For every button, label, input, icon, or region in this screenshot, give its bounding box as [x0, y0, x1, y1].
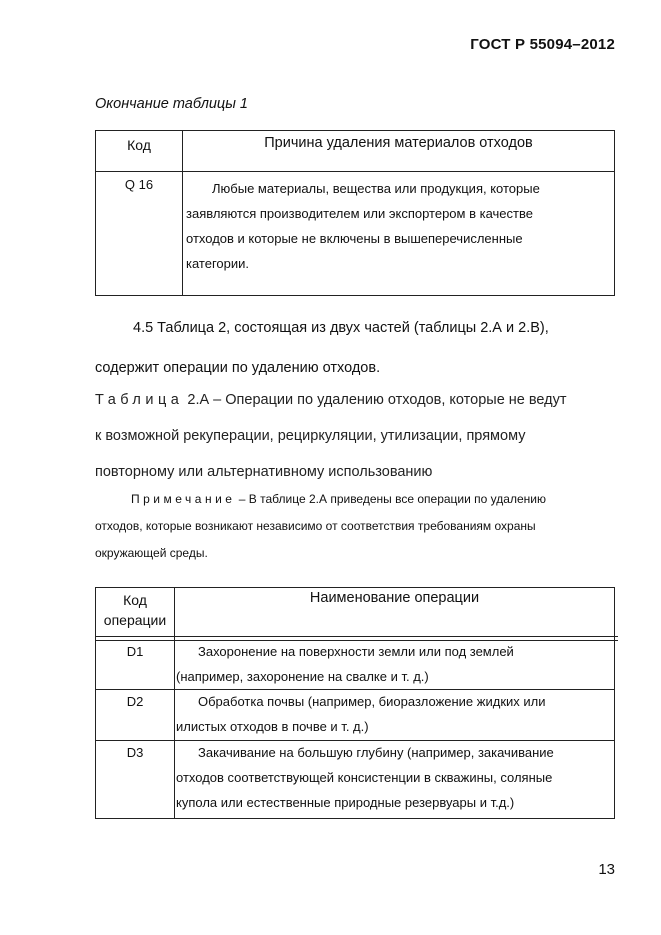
row-text: [176, 639, 608, 689]
table-1-caption: Окончание таблицы 1: [95, 96, 248, 112]
note-text: – В таблице 2.А приведены все операции по удалению: [235, 492, 546, 506]
cell-reason: [186, 176, 608, 276]
note-text: окружающей среды.: [95, 546, 208, 560]
row-text: [176, 740, 608, 815]
title-text: к возможной рекуперации, рециркуляции, утилизации, прямому: [95, 428, 526, 444]
title-text: 2.А – Операции по удалению отходов, которые не ведут: [183, 392, 567, 408]
table-2a-title: [95, 382, 613, 490]
section-4-5: [95, 312, 613, 384]
cell-line: отходов и которые не включены в вышеперечисленные: [186, 231, 523, 246]
page-number: 13: [598, 861, 615, 878]
cell-line: категории.: [186, 256, 250, 271]
row-line: Обработка почвы (например, биоразложение жидких или: [198, 694, 546, 709]
header-divider: [96, 171, 614, 172]
column-divider: [174, 588, 175, 818]
header-line: операции: [103, 612, 167, 628]
title-text: повторному или альтернативному использованию: [95, 464, 433, 480]
column-header-code: Код: [127, 137, 151, 153]
cell-line: Любые материалы, вещества или продукция, которые: [212, 181, 540, 196]
column-header-name: Наименование операции: [309, 590, 480, 606]
section-line: 4.5 Таблица 2, состоящая из двух частей (таблицы 2.А и 2.В),: [133, 320, 549, 336]
column-header-reason: Причина удаления материалов отходов: [264, 135, 533, 151]
header-line: Код: [123, 592, 147, 608]
row-text: [176, 689, 608, 739]
row-line: отходов соответствующей консистенции в скважины, соляные: [176, 770, 553, 785]
row-code: D3: [126, 745, 144, 760]
row-code: D1: [126, 644, 144, 659]
row-code: D2: [126, 694, 144, 709]
row-line: (например, захоронение на свалке и т. д.): [176, 669, 429, 684]
row-line: илистых отходов в почве и т. д.): [176, 719, 369, 734]
table-2a: [95, 587, 615, 819]
cell-line: заявляются производителем или экспортером в качестве: [186, 206, 533, 221]
table-1: [95, 130, 615, 296]
table-label: Таблица: [95, 392, 184, 408]
section-line: содержит операции по удалению отходов.: [95, 360, 381, 376]
row-line: Захоронение на поверхности земли или под землей: [198, 644, 514, 659]
document-code: ГОСТ Р 55094–2012: [470, 36, 615, 53]
row-line: купола или естественные природные резервуары и т.д.): [176, 795, 515, 810]
note-text: отходов, которые возникают независимо от соответствия требованиям охраны: [95, 519, 536, 533]
column-header-code: [96, 590, 174, 630]
cell-code: Q 16: [124, 177, 154, 192]
row-line: Закачивание на большую глубину (например, закачивание: [198, 745, 554, 760]
column-divider: [182, 131, 183, 295]
table-2a-note: [95, 486, 613, 567]
note-label: Примечание: [131, 492, 236, 506]
